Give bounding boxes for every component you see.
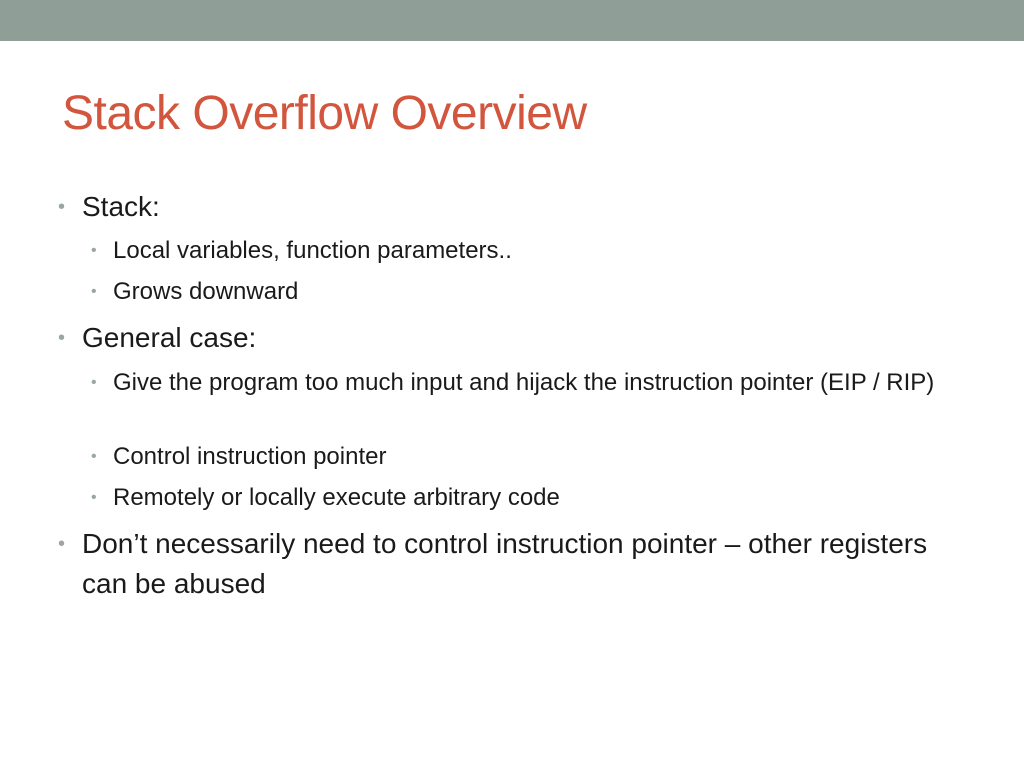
bullet-dot: • xyxy=(58,196,66,218)
bullet-other-registers xyxy=(58,524,942,604)
sub-bullet-execute-code xyxy=(91,482,963,513)
bullet-dot: • xyxy=(91,448,97,465)
slide-title: Stack Overflow Overview xyxy=(62,87,587,140)
bullet-dot: • xyxy=(91,283,97,300)
sub-bullet-hijack-pointer xyxy=(91,367,963,398)
bullet-text: Remotely or locally execute arbitrary code xyxy=(113,484,560,511)
sub-bullet-local-variables xyxy=(91,235,963,266)
bullet-dot: • xyxy=(91,374,97,391)
bullet-text: Don’t necessarily need to control instruction pointer – other registers can be abused xyxy=(82,528,928,599)
bullet-dot: • xyxy=(91,242,97,259)
bullet-dot: • xyxy=(91,489,97,506)
bullet-stack xyxy=(58,187,942,227)
bullet-text: Stack: xyxy=(82,191,160,222)
bullet-text: Give the program too much input and hijack the instruction pointer (EIP / RIP) xyxy=(113,369,935,396)
bullet-text: Grows downward xyxy=(113,278,299,305)
bullet-dot: • xyxy=(58,327,66,349)
sub-bullet-control-pointer xyxy=(91,441,963,472)
bullet-text: General case: xyxy=(82,322,257,353)
sub-bullet-grows-downward xyxy=(91,276,963,307)
bullet-general-case xyxy=(58,318,942,358)
bullet-text: Control instruction pointer xyxy=(113,443,387,470)
bullet-dot: • xyxy=(58,533,66,555)
bullet-text: Local variables, function parameters.. xyxy=(113,237,512,264)
